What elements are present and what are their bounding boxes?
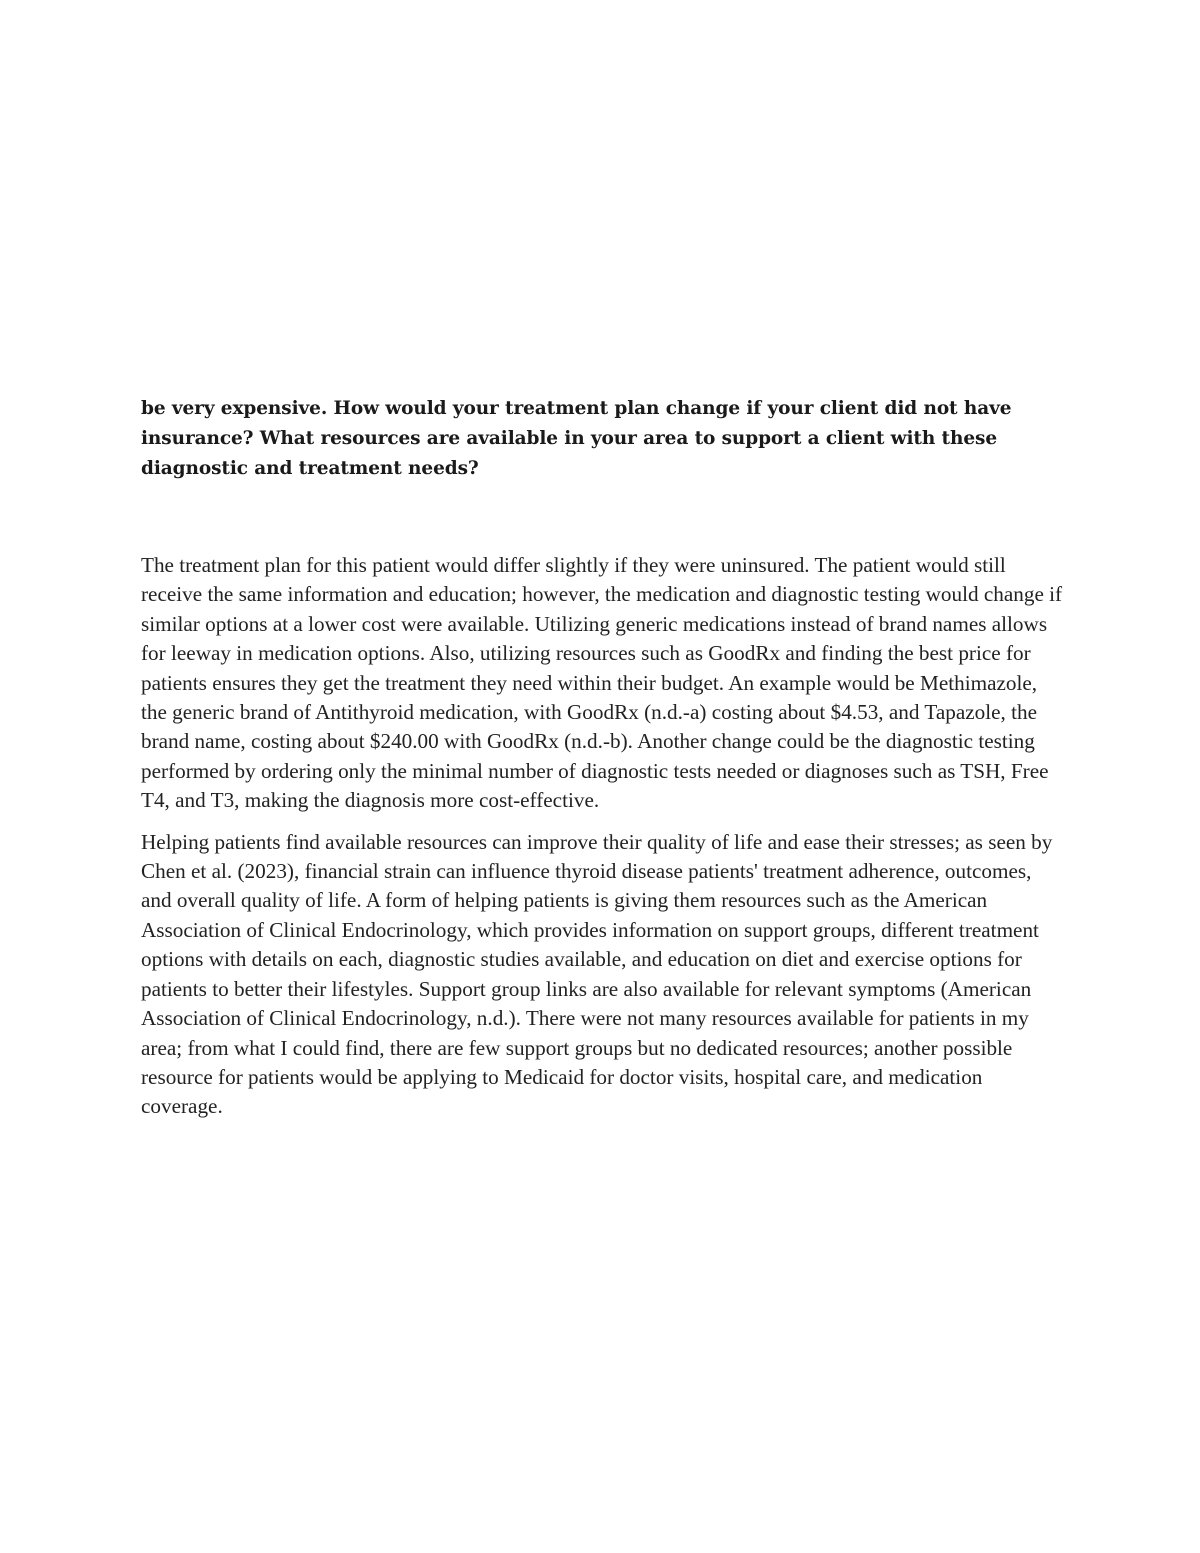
question-text: be very expensive. How would your treatment plan change if your client did not have insurance? What resources are available in your area to support a client with these diagnostic and treatment needs? [141,398,1012,479]
document-body [141,394,1066,1134]
paragraph-treatment-plan: The treatment plan for this patient would differ slightly if they were uninsured. The patient would still receive the same information and education; however, the medication and diagnostic testing would change if similar options at a lower cost were available. Utilizing generic medications instead of brand names allows for leeway in medication options. Also, utilizing resources such as GoodRx and finding the best price for patients ensures they get the treatment they need within their budget. An example would be Methimazole, the generic brand of Antithyroid medication, with GoodRx (n.d.-a) costing about $4.53, and Tapazole, the brand name, costing about $240.00 with GoodRx (n.d.-b). Another change could be the diagnostic testing performed by ordering only the minimal number of diagnostic tests needed or diagnoses such as TSH, Free T4, and T3, making the diagnosis more cost-effective. [141,553,1063,813]
paragraph-resources: Helping patients find available resources can improve their quality of life and ease their stresses; as seen by Chen et al. (2023), financial strain can influence thyroid disease patients' treatment adherence, outcomes, and overall quality of life. A form of helping patients is giving them resources such as the American Association of Clinical Endocrinology, which provides information on support groups, different treatment options with details on each, diagnostic studies available, and education on diet and exercise options for patients to better their lifestyles. Support group links are also available for relevant symptoms (American Association of Clinical Endocrinology, n.d.). There were not many resources available for patients in my area; from what I could find, there are few support groups but no dedicated resources; another possible resource for patients would be applying to Medicaid for doctor visits, hospital care, and medication coverage. [141,829,1053,1119]
